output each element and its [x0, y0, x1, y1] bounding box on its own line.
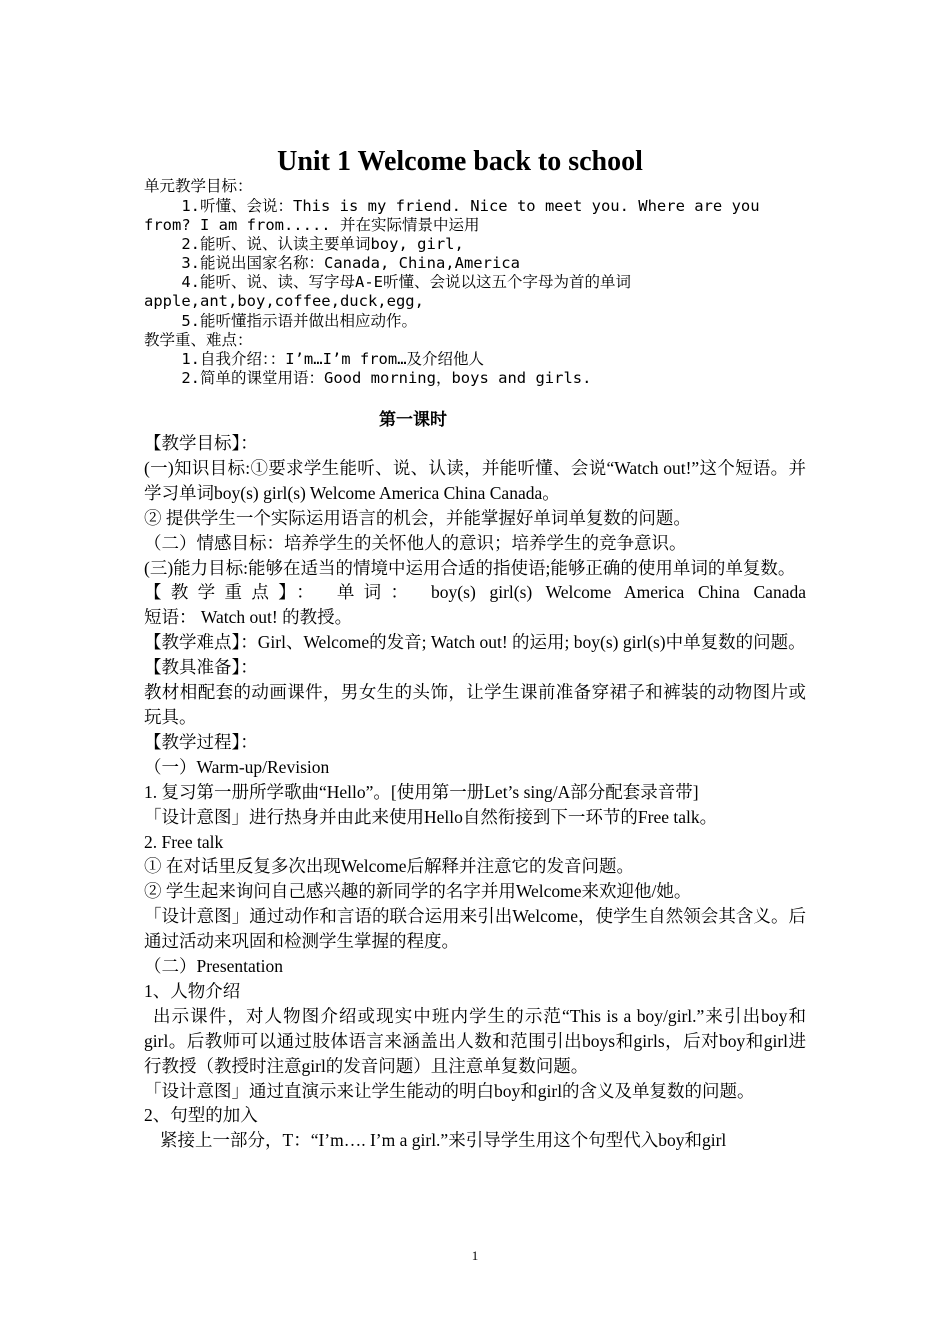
paragraph: 1. 复习第一册所学歌曲“Hello”。[使用第一册Let’s sing/A部分配套录音带] — [144, 781, 699, 802]
lesson-body — [144, 431, 806, 1153]
paragraph: 紧接上一部分，T：“I’m…. I’m a girl.”来引导学生用这个句型代入boy和girl — [160, 1130, 727, 1151]
paragraph: （二）情感目标：培养学生的关怀他人的意识；培养学生的竞争意识。 — [144, 532, 687, 553]
paragraph: 2. Free talk — [144, 831, 224, 852]
paragraph: 「设计意图」进行热身并由此来使用Hello自然衔接到下一环节的Free talk。 — [144, 806, 718, 827]
section-heading: 【教学目标】： — [144, 433, 258, 453]
goal-line: 4.能听、说、读、写字母A-E听懂、会说以这五个字母为首的单词 — [144, 273, 631, 291]
paragraph: （二）Presentation — [144, 956, 284, 977]
section-heading: 【教具准备】： — [144, 657, 258, 678]
goal-line: from? I am from..... 并在实际情景中运用 — [144, 216, 480, 234]
paragraph: 1、人物介绍 — [144, 980, 241, 1001]
goal-line: 3.能说出国家名称：Canada, China,America — [144, 254, 520, 272]
goal-line: 1.听懂、会说：This is my friend. Nice to meet you. Where are you — [144, 197, 760, 215]
page-number: 1 — [471, 1248, 479, 1263]
paragraph: ① 在对话里反复多次出现Welcome后解释并注意它的发音问题。 — [144, 856, 635, 877]
focus-line: 1.自我介绍：：I’m…I’m from…及介绍他人 — [144, 350, 485, 368]
paragraph: (三)能力目标:能够在适当的情境中运用合适的指使语;能够正确的使用单词的单复数。 — [144, 557, 796, 578]
focus-heading: 教学重、难点： — [144, 331, 253, 349]
goal-line: apple,ant,boy,coffee,duck,egg, — [144, 292, 424, 310]
paragraph: 「设计意图」通过动作和言语的联合运用来引出Welcome，使学生自然领会其含义。后通过活动来巩固和检测学生掌握的程度。 — [144, 906, 806, 952]
paragraph: 2、句型的加入 — [144, 1105, 258, 1126]
section-heading: 【教学重点】： 单词： boy(s) girl(s) Welcome America China Canada — [144, 582, 806, 603]
section-heading: 【教学过程】： — [144, 731, 258, 752]
paragraph: 【教学难点】：Girl、Welcome的发音; Watch out! 的运用; boy(s) girl(s)中单复数的问题。 — [144, 632, 806, 653]
paragraph: （一）Warm-up/Revision — [144, 756, 330, 777]
goal-line: 2.能听、说、认读主要单词boy, girl, — [144, 235, 464, 253]
goal-line: 单元教学目标： — [144, 177, 253, 195]
paragraph: 短语： Watch out! 的教授。 — [144, 607, 353, 628]
paragraph: 「设计意图」通过直演示来让学生能动的明白boy和girl的含义及单复数的问题。 — [144, 1080, 755, 1101]
goal-line: 5.能听懂指示语并做出相应动作。 — [144, 312, 417, 330]
paragraph: ② 学生起来询问自己感兴趣的新同学的名字并用Welcome来欢迎他/她。 — [144, 881, 692, 902]
paragraph: 教材相配套的动画课件，男女生的头饰，让学生课前准备穿裙子和裤装的动物图片或玩具。 — [144, 682, 806, 727]
paragraph: ② 提供学生一个实际运用语言的机会，并能掌握好单词单复数的问题。 — [144, 507, 691, 528]
paragraph: 出示课件，对人物图介绍或现实中班内学生的示范“This is a boy/girl.”来引出boy和girl。后教师可以通过肢体语言来涵盖出人数和范围引出boys和girls，后对boy和girl进行教授（教授时注意girl的发音问题）且注意单复数问题。 — [144, 1005, 806, 1076]
lesson-heading: 第一课时 — [379, 410, 447, 429]
paragraph: (一)知识目标:①要求学生能听、说、认读，并能听懂、会说“Watch out!”这个短语。并学习单词boy(s) girl(s) Welcome America China Canada。 — [144, 457, 806, 503]
focus-line: 2.简单的课堂用语：Good morning，boys and girls. — [144, 369, 592, 387]
unit-title: Unit 1 Welcome back to school — [277, 146, 643, 177]
